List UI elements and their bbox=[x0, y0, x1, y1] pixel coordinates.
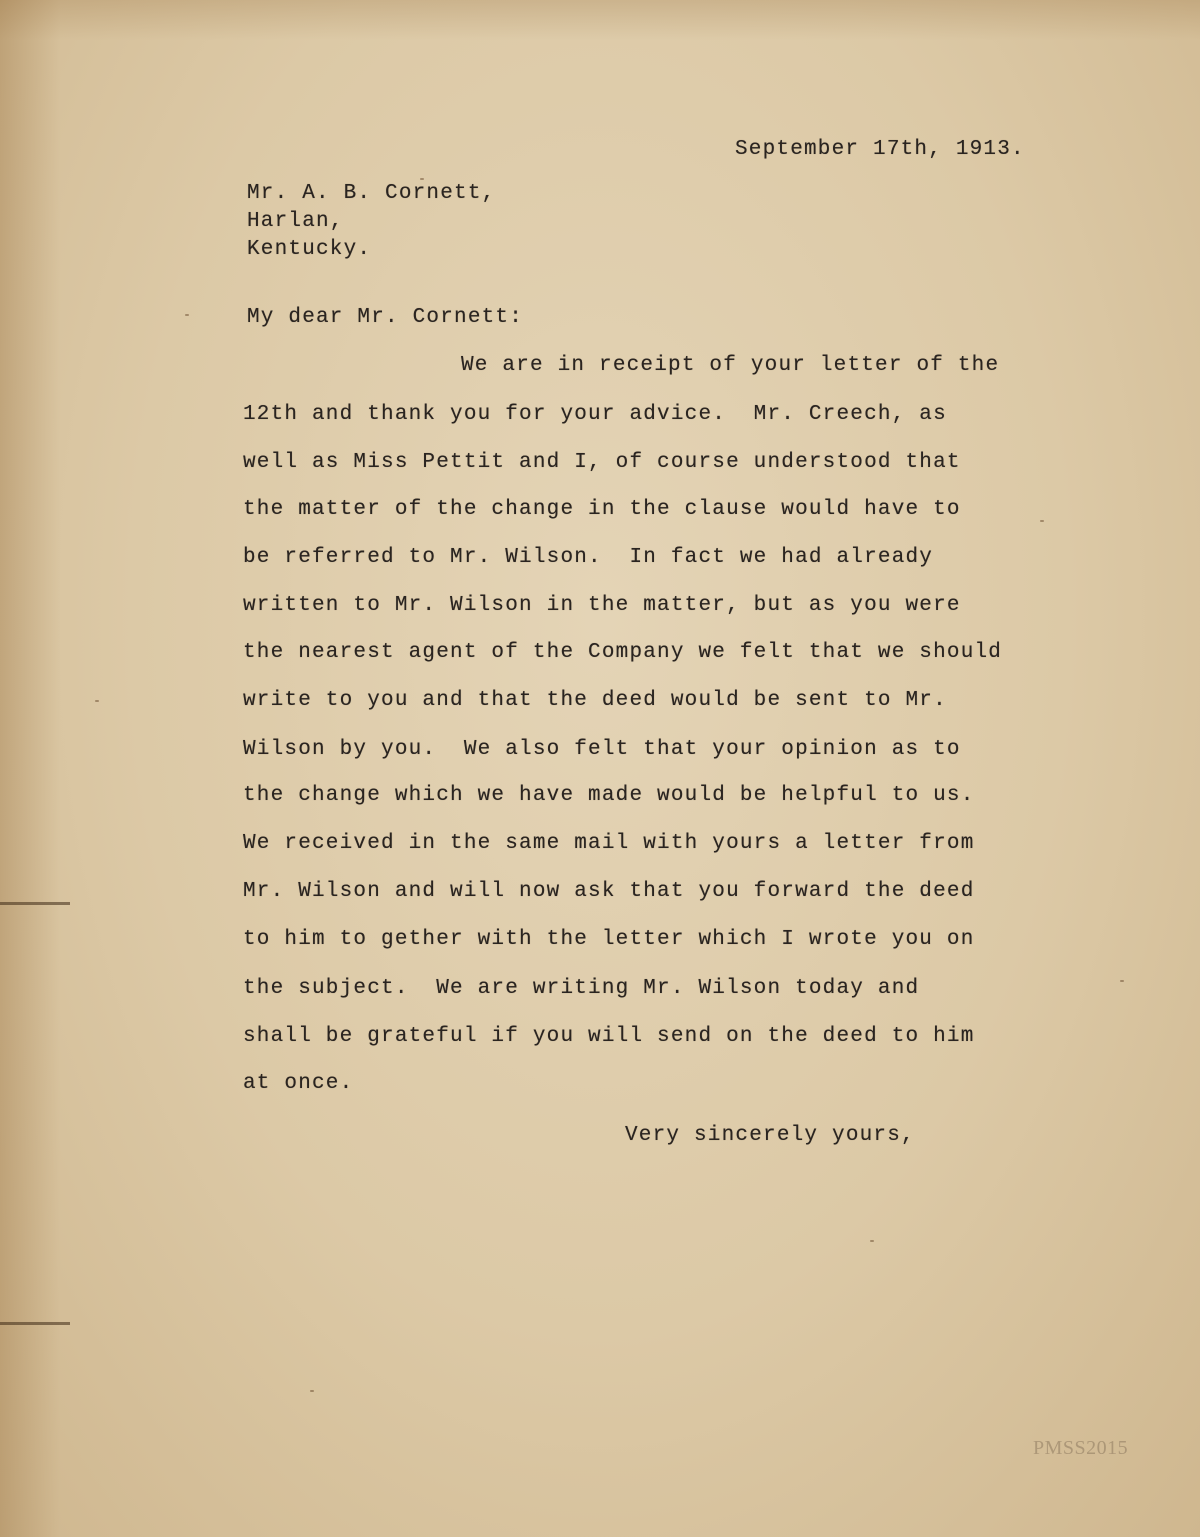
paper-fold-mark bbox=[0, 902, 70, 905]
body-line: the change which we have made would be helpful to us. bbox=[243, 784, 975, 807]
paper-speck bbox=[1040, 520, 1044, 522]
body-line: the subject. We are writing Mr. Wilson today and bbox=[243, 977, 920, 1000]
paper-speck bbox=[1120, 980, 1124, 982]
recipient-name: Mr. A. B. Cornett, bbox=[247, 182, 496, 205]
body-line: the matter of the change in the clause would have to bbox=[243, 498, 961, 521]
body-line: We received in the same mail with yours a letter from bbox=[243, 832, 975, 855]
salutation: My dear Mr. Cornett: bbox=[247, 306, 524, 329]
paper-fold-mark bbox=[0, 1322, 70, 1325]
paper-speck bbox=[310, 1390, 314, 1392]
body-line: at once. bbox=[243, 1072, 354, 1095]
body-line: 12th and thank you for your advice. Mr. Creech, as bbox=[243, 403, 947, 426]
body-line: Wilson by you. We also felt that your opinion as to bbox=[243, 738, 961, 761]
paper-edge-left bbox=[0, 0, 60, 1537]
paper-speck bbox=[95, 700, 99, 702]
paper-speck bbox=[420, 178, 424, 180]
body-line: to him to gether with the letter which I wrote you on bbox=[243, 928, 975, 951]
body-line: the nearest agent of the Company we felt that we should bbox=[243, 641, 1003, 664]
body-line: We are in receipt of your letter of the bbox=[461, 354, 1000, 377]
body-line: written to Mr. Wilson in the matter, but as you were bbox=[243, 594, 961, 617]
paper-edge-top bbox=[0, 0, 1200, 40]
letter-date: September 17th, 1913. bbox=[735, 138, 1025, 161]
closing: Very sincerely yours, bbox=[625, 1124, 915, 1147]
body-line: Mr. Wilson and will now ask that you forward the deed bbox=[243, 880, 975, 903]
paper-speck bbox=[870, 1240, 874, 1242]
body-line: write to you and that the deed would be sent to Mr. bbox=[243, 689, 947, 712]
body-line: be referred to Mr. Wilson. In fact we had already bbox=[243, 546, 934, 569]
paper-speck bbox=[185, 314, 189, 316]
recipient-city: Harlan, bbox=[247, 210, 344, 233]
body-line: shall be grateful if you will send on the deed to him bbox=[243, 1025, 975, 1048]
recipient-state: Kentucky. bbox=[247, 238, 372, 261]
body-line: well as Miss Pettit and I, of course understood that bbox=[243, 451, 961, 474]
archive-watermark: PMSS2015 bbox=[1033, 1437, 1129, 1459]
